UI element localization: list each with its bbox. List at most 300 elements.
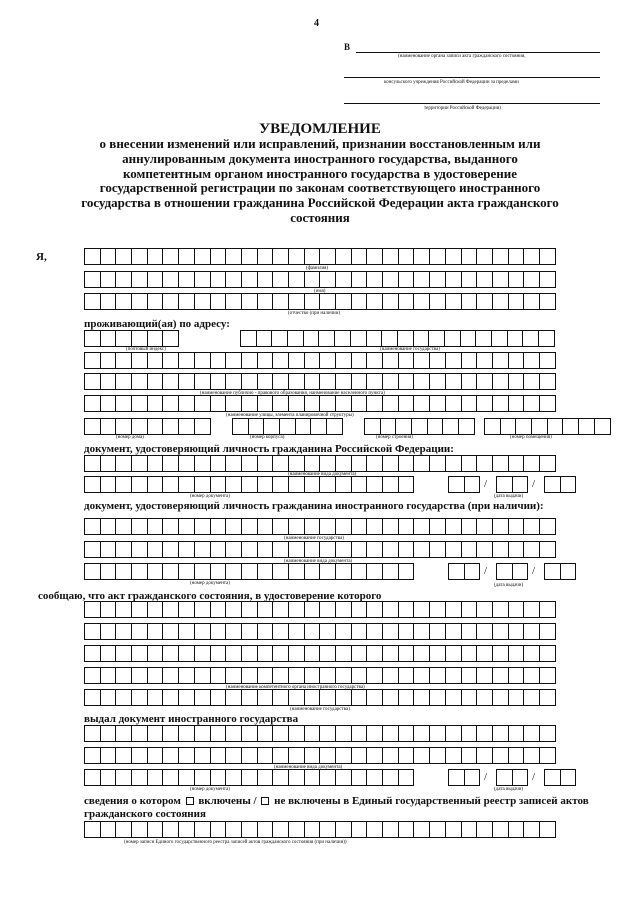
input-cell[interactable] [162, 601, 179, 618]
input-cell[interactable] [178, 689, 195, 706]
input-cell[interactable] [364, 418, 381, 435]
input-cell[interactable] [413, 725, 430, 742]
input-cell[interactable] [304, 645, 321, 662]
input-cell[interactable] [257, 541, 274, 558]
input-cell[interactable] [523, 623, 540, 640]
input-cell[interactable] [115, 248, 132, 265]
input-cell[interactable] [288, 725, 305, 742]
input-cell[interactable] [303, 330, 320, 347]
input-cell[interactable] [351, 248, 368, 265]
input-cell[interactable] [398, 395, 415, 412]
input-cell[interactable] [335, 623, 352, 640]
house-cells[interactable] [84, 418, 210, 435]
foreign-doc-type-cells[interactable] [84, 541, 555, 558]
input-cell[interactable] [476, 623, 493, 640]
input-cell[interactable] [460, 330, 477, 347]
input-cell[interactable] [445, 821, 462, 838]
input-cell[interactable] [539, 747, 556, 764]
input-cell[interactable] [444, 330, 461, 347]
structure-cells[interactable] [364, 418, 474, 435]
input-cell[interactable] [523, 271, 540, 288]
input-cell[interactable] [272, 476, 289, 493]
input-cell[interactable] [395, 418, 412, 435]
input-cell[interactable] [241, 689, 258, 706]
input-cell[interactable] [210, 476, 227, 493]
input-cell[interactable] [366, 395, 383, 412]
input-cell[interactable] [351, 476, 368, 493]
input-cell[interactable] [162, 373, 179, 390]
input-cell[interactable] [84, 645, 101, 662]
input-cell[interactable] [225, 248, 242, 265]
input-cell[interactable] [429, 821, 446, 838]
input-cell[interactable] [429, 689, 446, 706]
input-cell[interactable] [84, 601, 101, 618]
input-cell[interactable] [531, 418, 548, 435]
input-cell[interactable] [539, 395, 556, 412]
input-cell[interactable] [448, 563, 465, 580]
input-cell[interactable] [272, 455, 289, 472]
input-cell[interactable] [178, 293, 195, 310]
input-cell[interactable] [319, 725, 336, 742]
input-cell[interactable] [162, 330, 179, 347]
input-cell[interactable] [194, 563, 211, 580]
input-cell[interactable] [476, 541, 493, 558]
input-cell[interactable] [194, 373, 211, 390]
input-cell[interactable] [272, 769, 289, 786]
input-cell[interactable] [508, 293, 525, 310]
input-cell[interactable] [194, 645, 211, 662]
input-cell[interactable] [288, 667, 305, 684]
input-cell[interactable] [194, 418, 211, 435]
input-cell[interactable] [445, 541, 462, 558]
input-cell[interactable] [398, 373, 415, 390]
input-cell[interactable] [241, 476, 258, 493]
surname-cells[interactable] [84, 248, 555, 265]
input-cell[interactable] [210, 725, 227, 742]
input-cell[interactable] [257, 821, 274, 838]
input-cell[interactable] [351, 373, 368, 390]
input-cell[interactable] [304, 689, 321, 706]
input-cell[interactable] [351, 455, 368, 472]
input-cell[interactable] [225, 601, 242, 618]
input-cell[interactable] [304, 725, 321, 742]
input-cell[interactable] [413, 248, 430, 265]
input-cell[interactable] [162, 248, 179, 265]
input-cell[interactable] [413, 623, 430, 640]
input-cell[interactable] [448, 476, 465, 493]
input-cell[interactable] [523, 725, 540, 742]
input-cell[interactable] [131, 518, 148, 535]
input-cell[interactable] [272, 395, 289, 412]
foreign-doc-number-cells[interactable] [84, 563, 413, 580]
input-cell[interactable] [162, 667, 179, 684]
input-cell[interactable] [100, 271, 117, 288]
input-cell[interactable] [445, 725, 462, 742]
input-cell[interactable] [492, 395, 509, 412]
input-cell[interactable] [335, 563, 352, 580]
input-cell[interactable] [461, 373, 478, 390]
input-cell[interactable] [115, 769, 132, 786]
input-cell[interactable] [319, 667, 336, 684]
input-cell[interactable] [115, 476, 132, 493]
input-cell[interactable] [319, 601, 336, 618]
input-cell[interactable] [225, 769, 242, 786]
input-cell[interactable] [225, 725, 242, 742]
input-cell[interactable] [492, 821, 509, 838]
input-cell[interactable] [461, 667, 478, 684]
input-cell[interactable] [319, 476, 336, 493]
input-cell[interactable] [492, 601, 509, 618]
input-cell[interactable] [162, 518, 179, 535]
input-cell[interactable] [272, 248, 289, 265]
input-cell[interactable] [539, 601, 556, 618]
input-cell[interactable] [131, 455, 148, 472]
input-cell[interactable] [100, 689, 117, 706]
input-cell[interactable] [131, 821, 148, 838]
input-cell[interactable] [147, 518, 164, 535]
input-cell[interactable] [429, 623, 446, 640]
input-cell[interactable] [464, 769, 481, 786]
input-cell[interactable] [288, 645, 305, 662]
input-cell[interactable] [398, 645, 415, 662]
input-cell[interactable] [398, 623, 415, 640]
input-cell[interactable] [523, 248, 540, 265]
input-cell[interactable] [210, 271, 227, 288]
input-cell[interactable] [508, 725, 525, 742]
input-cell[interactable] [508, 373, 525, 390]
input-cell[interactable] [351, 541, 368, 558]
input-cell[interactable] [194, 541, 211, 558]
input-cell[interactable] [319, 293, 336, 310]
input-cell[interactable] [162, 689, 179, 706]
input-cell[interactable] [241, 373, 258, 390]
input-cell[interactable] [194, 725, 211, 742]
building-cells[interactable] [232, 418, 342, 435]
input-cell[interactable] [461, 601, 478, 618]
input-cell[interactable] [131, 623, 148, 640]
input-cell[interactable] [100, 352, 117, 369]
input-cell[interactable] [304, 455, 321, 472]
input-cell[interactable] [257, 271, 274, 288]
input-cell[interactable] [429, 271, 446, 288]
input-cell[interactable] [100, 518, 117, 535]
input-cell[interactable] [194, 476, 211, 493]
foreign-issue-month[interactable] [496, 563, 527, 580]
input-cell[interactable] [147, 623, 164, 640]
foreign-state-cells[interactable] [84, 518, 555, 535]
input-cell[interactable] [84, 563, 101, 580]
input-cell[interactable] [382, 476, 399, 493]
input-cell[interactable] [398, 725, 415, 742]
input-cell[interactable] [475, 330, 492, 347]
input-cell[interactable] [429, 518, 446, 535]
input-cell[interactable] [131, 645, 148, 662]
input-cell[interactable] [319, 395, 336, 412]
input-cell[interactable] [461, 821, 478, 838]
input-cell[interactable] [194, 248, 211, 265]
input-cell[interactable] [366, 518, 383, 535]
input-cell[interactable] [382, 689, 399, 706]
input-cell[interactable] [288, 271, 305, 288]
input-cell[interactable] [461, 541, 478, 558]
input-cell[interactable] [398, 518, 415, 535]
input-cell[interactable] [538, 330, 555, 347]
competent-body-cells-2[interactable] [84, 623, 555, 640]
input-cell[interactable] [178, 395, 195, 412]
input-cell[interactable] [539, 352, 556, 369]
input-cell[interactable] [240, 330, 257, 347]
input-cell[interactable] [398, 455, 415, 472]
input-cell[interactable] [178, 601, 195, 618]
input-cell[interactable] [335, 455, 352, 472]
foreign-issue-year[interactable] [544, 563, 575, 580]
input-cell[interactable] [335, 821, 352, 838]
input-cell[interactable] [492, 689, 509, 706]
input-cell[interactable] [380, 418, 397, 435]
input-cell[interactable] [523, 293, 540, 310]
foreign-issue-day[interactable] [448, 563, 479, 580]
input-cell[interactable] [382, 601, 399, 618]
input-cell[interactable] [84, 418, 101, 435]
input-cell[interactable] [544, 769, 561, 786]
input-cell[interactable] [382, 518, 399, 535]
input-cell[interactable] [366, 352, 383, 369]
input-cell[interactable] [131, 725, 148, 742]
input-cell[interactable] [131, 330, 148, 347]
input-cell[interactable] [335, 293, 352, 310]
input-cell[interactable] [476, 248, 493, 265]
input-cell[interactable] [194, 821, 211, 838]
input-cell[interactable] [288, 623, 305, 640]
input-cell[interactable] [162, 293, 179, 310]
input-cell[interactable] [366, 725, 383, 742]
input-cell[interactable] [210, 541, 227, 558]
input-cell[interactable] [492, 747, 509, 764]
input-cell[interactable] [508, 645, 525, 662]
input-cell[interactable] [560, 769, 577, 786]
input-cell[interactable] [288, 747, 305, 764]
input-cell[interactable] [241, 563, 258, 580]
input-cell[interactable] [461, 623, 478, 640]
input-cell[interactable] [398, 352, 415, 369]
street-cells[interactable] [84, 395, 555, 412]
input-cell[interactable] [162, 455, 179, 472]
input-cell[interactable] [508, 747, 525, 764]
input-cell[interactable] [225, 293, 242, 310]
input-cell[interactable] [508, 352, 525, 369]
input-cell[interactable] [508, 689, 525, 706]
input-cell[interactable] [413, 601, 430, 618]
input-cell[interactable] [304, 352, 321, 369]
input-cell[interactable] [507, 330, 524, 347]
input-cell[interactable] [366, 769, 383, 786]
input-cell[interactable] [178, 248, 195, 265]
input-cell[interactable] [115, 518, 132, 535]
input-cell[interactable] [366, 330, 383, 347]
input-cell[interactable] [476, 352, 493, 369]
input-cell[interactable] [84, 352, 101, 369]
competent-body-cells-4[interactable] [84, 667, 555, 684]
input-cell[interactable] [272, 747, 289, 764]
input-cell[interactable] [496, 563, 513, 580]
input-cell[interactable] [335, 352, 352, 369]
input-cell[interactable] [413, 455, 430, 472]
input-cell[interactable] [445, 352, 462, 369]
input-cell[interactable] [178, 769, 195, 786]
russian-issue-day[interactable] [448, 476, 479, 493]
input-cell[interactable] [257, 476, 274, 493]
input-cell[interactable] [131, 418, 148, 435]
input-cell[interactable] [272, 373, 289, 390]
input-cell[interactable] [351, 747, 368, 764]
input-cell[interactable] [398, 293, 415, 310]
input-cell[interactable] [523, 667, 540, 684]
input-cell[interactable] [429, 747, 446, 764]
input-cell[interactable] [131, 373, 148, 390]
input-cell[interactable] [335, 747, 352, 764]
input-cell[interactable] [100, 563, 117, 580]
input-cell[interactable] [288, 518, 305, 535]
input-cell[interactable] [429, 667, 446, 684]
input-cell[interactable] [413, 330, 430, 347]
input-cell[interactable] [539, 541, 556, 558]
input-cell[interactable] [445, 293, 462, 310]
input-cell[interactable] [492, 352, 509, 369]
input-cell[interactable] [288, 563, 305, 580]
input-cell[interactable] [147, 601, 164, 618]
input-cell[interactable] [539, 725, 556, 742]
input-cell[interactable] [398, 541, 415, 558]
input-cell[interactable] [115, 563, 132, 580]
input-cell[interactable] [492, 271, 509, 288]
input-cell[interactable] [319, 518, 336, 535]
input-cell[interactable] [366, 623, 383, 640]
input-cell[interactable] [523, 518, 540, 535]
input-cell[interactable] [413, 541, 430, 558]
input-cell[interactable] [500, 418, 517, 435]
input-cell[interactable] [398, 821, 415, 838]
input-cell[interactable] [288, 689, 305, 706]
input-cell[interactable] [492, 541, 509, 558]
input-cell[interactable] [476, 645, 493, 662]
state-cells[interactable] [240, 330, 554, 347]
input-cell[interactable] [429, 395, 446, 412]
input-cell[interactable] [115, 330, 132, 347]
input-cell[interactable] [413, 821, 430, 838]
input-cell[interactable] [178, 725, 195, 742]
input-cell[interactable] [210, 518, 227, 535]
input-cell[interactable] [445, 248, 462, 265]
input-cell[interactable] [147, 271, 164, 288]
not-included-checkbox[interactable] [261, 797, 269, 805]
input-cell[interactable] [162, 821, 179, 838]
input-cell[interactable] [178, 352, 195, 369]
input-cell[interactable] [539, 689, 556, 706]
input-cell[interactable] [288, 476, 305, 493]
input-cell[interactable] [241, 821, 258, 838]
input-cell[interactable] [319, 689, 336, 706]
input-cell[interactable] [147, 541, 164, 558]
input-cell[interactable] [241, 541, 258, 558]
input-cell[interactable] [257, 352, 274, 369]
input-cell[interactable] [84, 769, 101, 786]
input-cell[interactable] [366, 689, 383, 706]
input-cell[interactable] [304, 518, 321, 535]
input-cell[interactable] [257, 395, 274, 412]
input-cell[interactable] [178, 623, 195, 640]
input-cell[interactable] [194, 667, 211, 684]
input-cell[interactable] [476, 689, 493, 706]
input-cell[interactable] [131, 271, 148, 288]
russian-issue-month[interactable] [496, 476, 527, 493]
input-cell[interactable] [257, 689, 274, 706]
input-cell[interactable] [131, 769, 148, 786]
input-cell[interactable] [398, 563, 415, 580]
input-cell[interactable] [442, 418, 459, 435]
input-cell[interactable] [448, 769, 465, 786]
input-cell[interactable] [84, 725, 101, 742]
input-cell[interactable] [178, 455, 195, 472]
input-cell[interactable] [100, 293, 117, 310]
input-cell[interactable] [476, 455, 493, 472]
input-cell[interactable] [523, 395, 540, 412]
input-cell[interactable] [272, 601, 289, 618]
input-cell[interactable] [225, 821, 242, 838]
input-cell[interactable] [523, 601, 540, 618]
input-cell[interactable] [428, 330, 445, 347]
issued-month[interactable] [496, 769, 527, 786]
input-cell[interactable] [210, 395, 227, 412]
input-cell[interactable] [194, 395, 211, 412]
input-cell[interactable] [539, 518, 556, 535]
input-cell[interactable] [147, 293, 164, 310]
input-cell[interactable] [492, 725, 509, 742]
input-cell[interactable] [84, 271, 101, 288]
input-cell[interactable] [225, 689, 242, 706]
input-cell[interactable] [225, 476, 242, 493]
input-cell[interactable] [162, 541, 179, 558]
input-cell[interactable] [131, 395, 148, 412]
input-cell[interactable] [413, 747, 430, 764]
input-cell[interactable] [100, 330, 117, 347]
input-cell[interactable] [257, 667, 274, 684]
input-cell[interactable] [319, 541, 336, 558]
input-cell[interactable] [578, 418, 595, 435]
input-cell[interactable] [147, 455, 164, 472]
input-cell[interactable] [413, 518, 430, 535]
input-cell[interactable] [304, 476, 321, 493]
input-cell[interactable] [100, 395, 117, 412]
input-cell[interactable] [512, 476, 529, 493]
input-cell[interactable] [84, 293, 101, 310]
input-cell[interactable] [147, 769, 164, 786]
input-cell[interactable] [496, 769, 513, 786]
input-cell[interactable] [210, 769, 227, 786]
input-cell[interactable] [492, 373, 509, 390]
input-cell[interactable] [382, 725, 399, 742]
input-cell[interactable] [429, 248, 446, 265]
input-cell[interactable] [398, 476, 415, 493]
input-cell[interactable] [351, 645, 368, 662]
input-cell[interactable] [241, 725, 258, 742]
input-cell[interactable] [461, 455, 478, 472]
input-cell[interactable] [445, 455, 462, 472]
registry-number-cells[interactable] [84, 821, 555, 838]
input-cell[interactable] [263, 418, 280, 435]
input-cell[interactable] [210, 455, 227, 472]
input-cell[interactable] [115, 541, 132, 558]
input-cell[interactable] [84, 330, 101, 347]
